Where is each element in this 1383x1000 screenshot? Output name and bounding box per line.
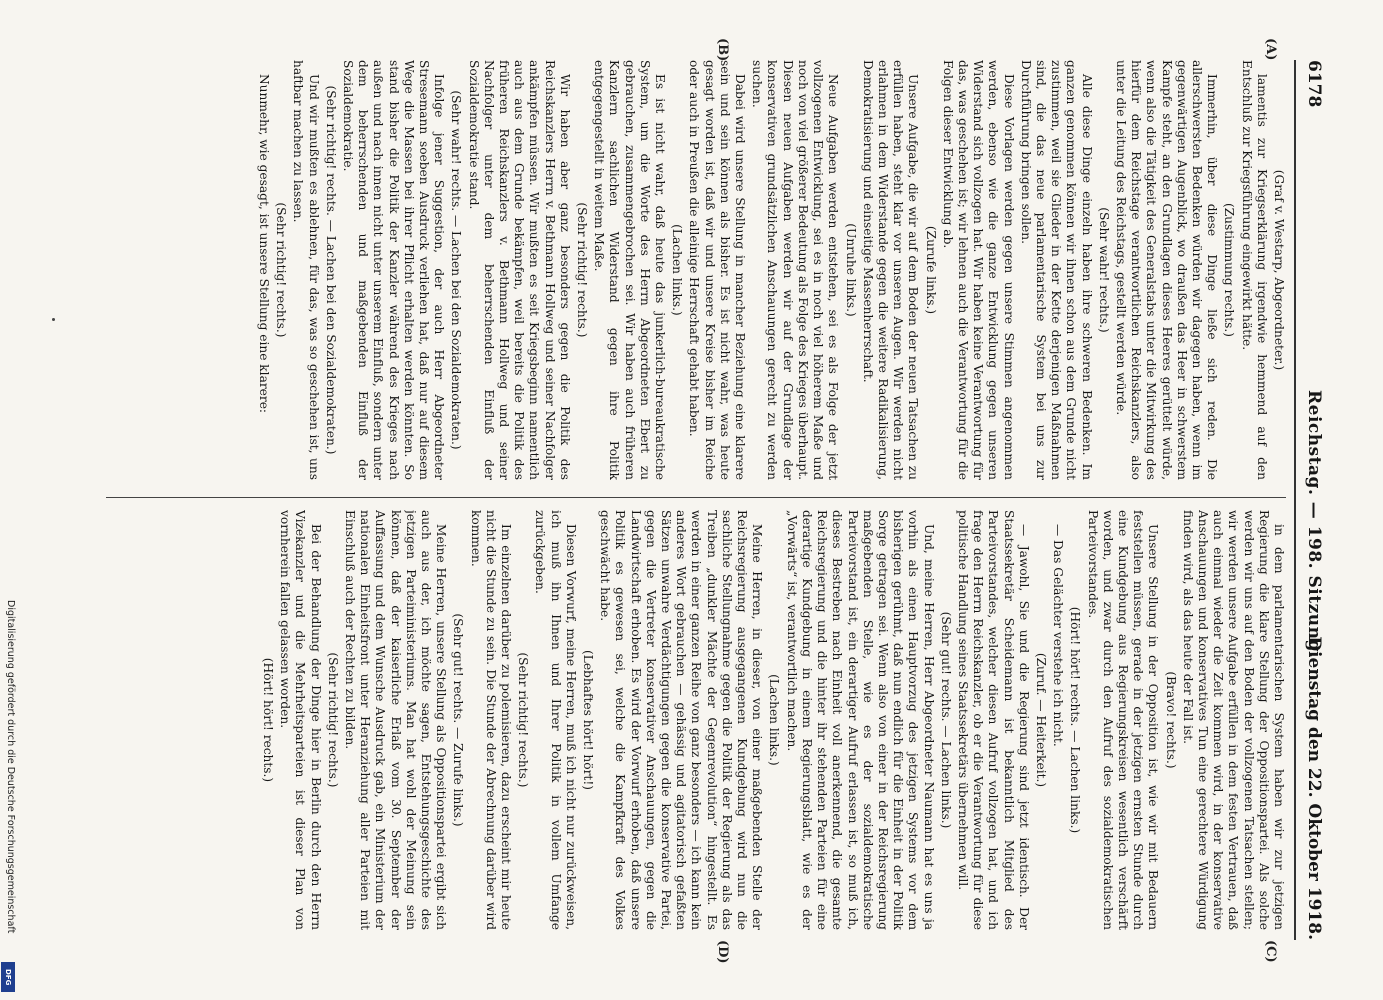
right-column-paragraph: (Sehr gut! rechts. — Zurufe links.)	[451, 613, 466, 827]
right-column-paragraph: — Jawohl, Sie und die Regierung sind jetzt identisch. Der Staatssekretär Scheidemann ist bekanntlich Mitglied des Parteivorstandes, welcher diesen Aufruf vollzogen hat, und ich frage den Herrn Reichskanzler, ob er die Verantwortung für diese politische Handlung seines Staatssekretärs übernehmen will.	[955, 510, 1031, 930]
right-column-paragraph: Diesen Vorwurf, meine Herren, muß ich nicht nur zurückweisen, ich muß ihn Ihnen und Ihrer Politik in vollem Umfange zurückgeben.	[533, 510, 578, 930]
right-column-paragraph: (Hört! hört! rechts. — Lachen links.)	[1068, 606, 1083, 834]
right-column-paragraph: (Bravo! rechts.)	[1163, 671, 1178, 769]
right-column-paragraph: Unsere Stellung in der Opposition ist, wie wir mit Bedauern feststellen müssen, gerade in der jetzigen ernsten Stunde durch eine Kundgebung aus Regierungskreisen wesentlich verschärft worden, und zwar durch den Aufruf des sozialdemokratischen Parteivorstandes.	[1085, 510, 1161, 930]
column-divider	[106, 497, 1286, 498]
right-column-paragraph: (Zuruf. — Heiterkeit.)	[1033, 652, 1048, 788]
margin-mark-d: (D)	[715, 940, 730, 964]
right-column-paragraph: Bei der Behandlung der Dinge hier in Berlin durch den Herrn Vizekanzler und die Mehrheitsparteien ist dieser Plan von vornherein fallen gelassen worden.	[278, 510, 323, 930]
scan-speck	[52, 318, 55, 321]
left-column-paragraph: Nunmehr, wie gesagt, ist unsere Stellung eine klarere:	[257, 74, 271, 414]
digitization-notice: Digitalisierung gefördert durch die Deutsche Forschungsgemeinschaft	[5, 600, 16, 934]
left-column-paragraph: Diese Vorlagen werden gegen unsere Stimmen angenommen werden, ebenso wie die ganze Entwicklung gegen unseren Widerstand sich vollzogen hat. Wir haben keine Verantwortung für das, was geschehen ist; wir lehnen auch die Verantwortung für die Folgen dieser Entwicklung ab.	[940, 60, 1016, 480]
right-column-paragraph: (Sehr gut! rechts. — Lachen links.)	[938, 611, 953, 829]
left-column-paragraph: (Sehr richtig! rechts.)	[274, 202, 289, 338]
left-column-paragraph: lamentis zur Kriegserklärung irgendwie hemmend auf den Entschluß zur Kriegsführung eingewirkt hätte.	[1239, 60, 1269, 480]
margin-mark-b: (B)	[715, 38, 730, 62]
right-column	[106, 510, 1286, 930]
left-column-paragraph: (Zurufe links.)	[923, 225, 938, 315]
left-column-paragraph: Immerhin, über diese Dinge ließe sich reden. Die allerschwersten Bedenken würden wir dagegen haben, wenn im gegenwärtigen Augenblick, wo draußen das Heer in schwerstem Kampfe steht, an den Grundlagen dieses Heeres gerüttelt würde, wenn also die Tätigkeit des Generalstabs unter die Mitwirkung des hierfür dem Reichstage verantwortlichen Reichskanzlers, also unter die Leitung des Reichstags, gestellt werden würde.	[1113, 60, 1220, 480]
session-date: Dienstag den 22. Oktober 1918.	[1304, 636, 1324, 940]
left-column-paragraph: (Sehr richtig! rechts.)	[575, 202, 590, 338]
page-title: Reichstag. — 198. Sitzung.	[1304, 390, 1324, 659]
right-column-paragraph: (Sehr richtig! rechts.)	[325, 652, 340, 788]
left-column-paragraph: (Graf v. Westarp, Abgeordneter.)	[1272, 169, 1286, 371]
left-column-paragraph: (Lachen links.)	[670, 224, 685, 316]
right-column-paragraph: Und, meine Herren, Herr Abgeordneter Naumann hat es uns ja vorhin als einen Hauptvorzug des jetzigen Systems vor dem bisherigen gerühmt, daß nun endlich für die Einheit in der Politik Sorge getragen sei. Wenn also von einer in der Reichsregierung maßgebenden Stelle, wie es der sozialdemokratische Parteivorstand ist, ein derartiger Aufruf erlassen ist, so muß ich, dieses Bestreben nach Einheit voll anerkennend, die gesamte Reichsregierung und die hinter ihr stehenden Parteien für eine derartige Kundgebung in einem Regierungsblatt, wie es der „Vorwärts“ ist, verantwortlich machen.	[784, 510, 936, 930]
dfg-logo-icon: DFG	[1, 962, 15, 992]
left-column-paragraph: (Sehr wahr! rechts. — Lachen bei den Sozialdemokraten.)	[449, 90, 464, 450]
right-column-paragraph: (Hört! hört! rechts.)	[261, 657, 275, 783]
right-column-paragraph: Im einzelnen darüber zu polemisieren, dazu erscheint mir heute nicht die Stunde zu sein. Die Stunde der Abrechnung darüber wird kommen.	[468, 510, 514, 930]
left-column-paragraph: Neue Aufgaben werden entstehen, sei es als Folge der jetzt vollzogenen Entwicklung, sei es in noch viel höherem Maße und noch von viel größerer Bedeutung als Folge des Krieges überhaupt. Diesen neuen Aufgaben werden wir auf der Grundlage der konservativen grundsätzlichen Anschauungen gerecht zu werden suchen.	[750, 60, 841, 480]
right-column-paragraph: Meine Herren, in dieser, von einer maßgebenden Stelle der Reichsregierung ausgegangenen Kundgebung wird nun die sachliche Stellungnahme gegen die Politik der Regierung als das Treiben „dunkler Mächte der Gegenrevolution“ hingestellt. Es werden in einer ganzen Reihe von ganz besonders — ich kann kein anderes Wort gebrauchen — gehässig und agitatorisch gefaßten Sätzen unwahre Verdächtigungen gegen die konservative Partei, gegen die Vertreter konservativer Anschauungen, gegen die Landwirtschaft erhoben. Es wird der Vorwurf erhoben, daß unsere Politik es gewesen sei, welche die Kampfkraft des Volkes geschwächt habe.	[598, 510, 765, 930]
page-header	[1296, 60, 1330, 940]
right-column-paragraph: in dem parlamentarischen System haben wir zur jetzigen Regierung die klare Stellung der Oppositionspartei. Als solche werden wir uns auf den Boden der vollzogenen Tatsachen stellen; wir werden unsere Aufgabe erfüllen in dem festen Vertrauen, daß auch einmal wieder die Zeit kommen wird, in der konservative Anschauungen und konservatives Tun eine gerechtere Würdigung finden wird, als das heute der Fall ist.	[1180, 510, 1286, 930]
left-column	[106, 60, 1286, 480]
margin-mark-c: (C)	[1263, 940, 1278, 963]
left-column-paragraph: (Sehr richtig! rechts. — Lachen bei den Sozialdemokraten.)	[323, 85, 338, 455]
left-column-paragraph: Dabei wird unsere Stellung in mancher Beziehung eine klarere sein und sein können als bisher. Es ist nicht wahr, was heute gesagt worden ist, daß wir und unsere Kreise bisher im Reiche oder auch in Preußen die alleinige Herrschaft gehabt haben.	[687, 60, 748, 480]
left-column-paragraph: Infolge jener Suggestion, der auch Herr Abgeordneter Stresemann soeben Ausdruck verliehen hat, daß nur auf diesem Wege die Massen bei ihrer Pflicht erhalten werden könnten. So stand bisher die Politik der Kanzler während des Krieges nach außen und nach innen nicht unter unserem Einfluß, sondern unter dem beherrschenden und maßgebenden Einfluß der Sozialdemokratie.	[341, 60, 447, 480]
header-rule	[1294, 60, 1296, 940]
digitization-notice-strip	[2, 600, 16, 990]
rotated-page-content	[90, 38, 1330, 964]
right-column-paragraph: — Das Gelächter verstehe ich nicht.	[1051, 524, 1066, 747]
left-column-paragraph: Es ist nicht wahr, daß heute das junkerlich-bureaukratische System, um die Worte des Herrn Abgeordneten Ebert zu gebrauchen, zusammengebrochen sei. Wir haben auch früheren Kanzlern sachlichen Widerstand gegen ihre Politik entgegengestellt in weitem Maße.	[592, 60, 668, 480]
left-column-paragraph: Alle diese Dinge einzeln haben ihre schweren Bedenken. Im ganzen genommen können wir ihnen schon aus dem Grunde nicht zustimmen, weil sie Glieder in der Kette derjenigen Maßnahmen sind, die das neue parlamentarische System bei uns zur Durchführung bringen sollen.	[1018, 60, 1094, 480]
right-column-paragraph: (Lebhaftes hört! hört!)	[581, 650, 596, 790]
page-number: 6178	[1304, 60, 1324, 108]
left-column-paragraph: Wir haben aber ganz besonders gegen die Politik des Reichskanzlers Herrn v. Bethmann Hollweg und seiner Nachfolger ankämpfen müssen. Wir mußten es seit Kriegsbeginn namentlich auch aus dem Grunde bekämpfen, weil bereits die Politik des früheren Reichskanzlers v. Bethmann Hollweg und seiner Nachfolger unter dem beherrschenden Einfluß der Sozialdemokratie stand.	[466, 60, 572, 480]
left-column-paragraph: Und wir mußten es ablehnen, für das, was so geschehen ist, uns haftbar machen zu lassen.	[291, 60, 321, 480]
margin-mark-a: (A)	[1263, 38, 1278, 61]
right-column-paragraph: (Lachen links.)	[767, 674, 782, 766]
right-column-paragraph: Meine Herren, unsere Stellung als Oppositionspartei ergibt sich auch aus der, ich möchte sagen, Entstehungsgeschichte des jetzigen Parteiministeriums. Man hat wohl der Meinung sein können, daß der kaiserliche Erlaß vom 30. September der Auffassung und dem Wunsche Ausdruck gab, ein Ministerium der nationalen Einheitsfront unter Heranziehung aller Parteien mit Einschluß auch der Rechten zu bilden.	[343, 510, 449, 930]
left-column-paragraph: Unsere Aufgabe, die wir auf dem Boden der neuen Tatsachen zu erfüllen haben, steht klar vor unseren Augen. Wir werden nicht erlahmen in dem Widerstande gegen die weitere Radikalisierung, Demokratisierung und einseitige Massenherrschaft.	[860, 60, 921, 480]
left-column-paragraph: (Sehr wahr! rechts.)	[1096, 207, 1111, 333]
left-column-paragraph: (Zustimmung rechts.)	[1222, 202, 1237, 338]
left-column-paragraph: (Unruhe links.)	[843, 223, 858, 317]
right-column-paragraph: (Sehr richtig! rechts.)	[516, 652, 531, 788]
